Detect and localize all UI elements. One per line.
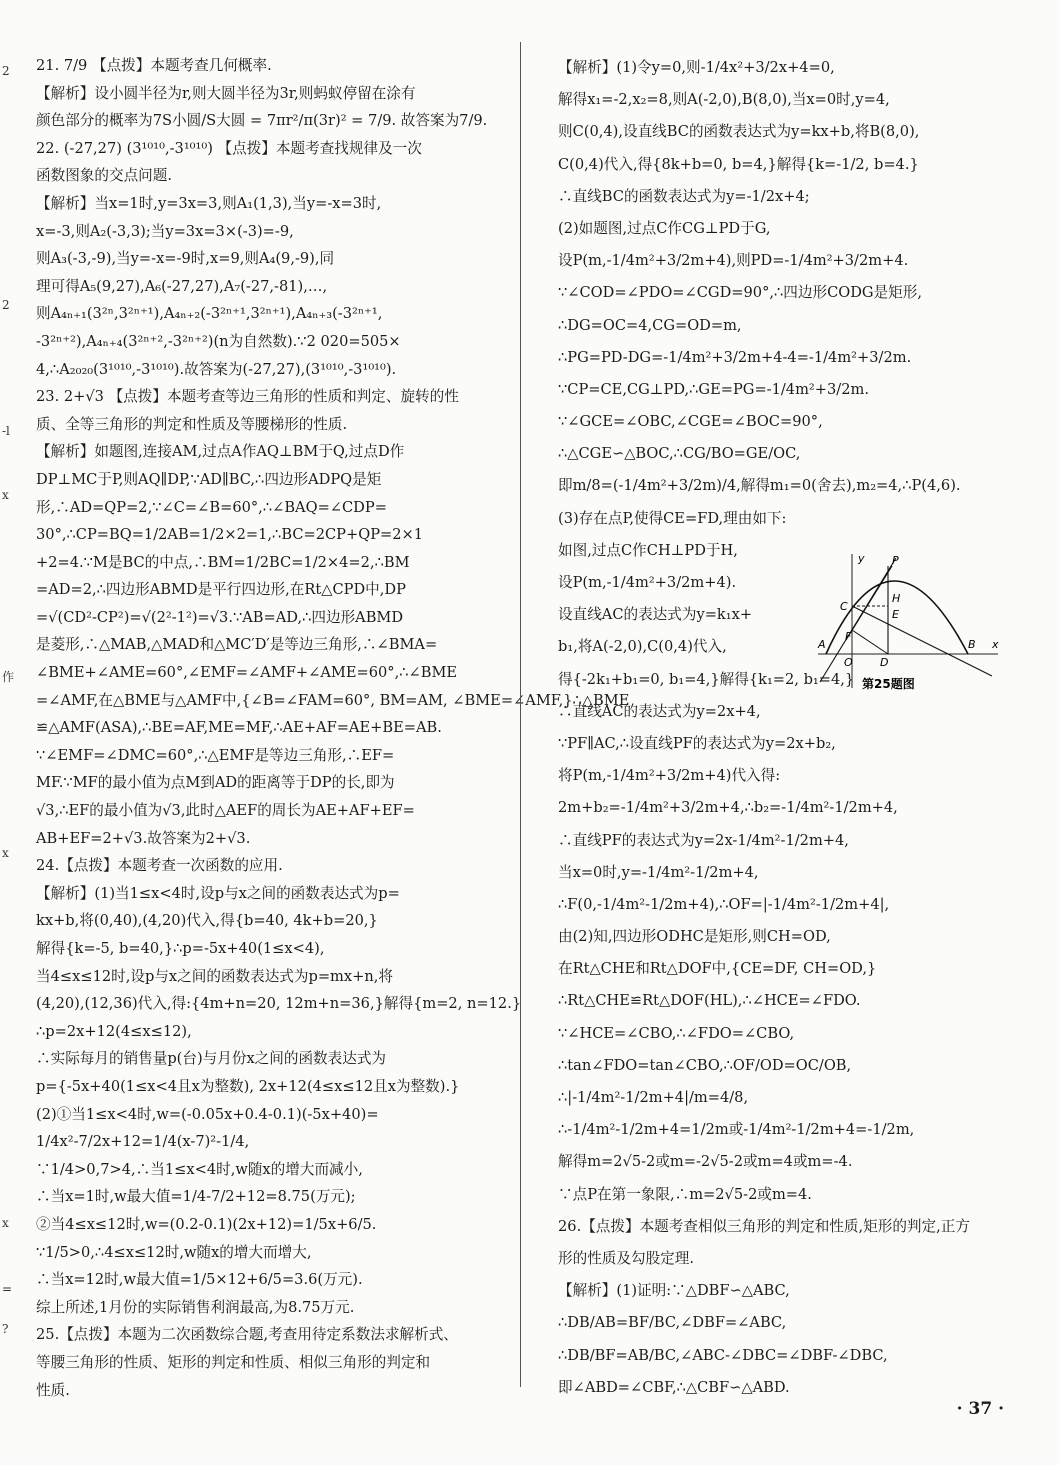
text-line: 理可得A₅(9,27),A₆(-27,27),A₇(-27,-81),…,	[36, 277, 328, 295]
text-line: 解得m=2√5-2或m=-2√5-2或m=4或m=-4.	[558, 1153, 853, 1171]
text-line: 性质.	[36, 1381, 70, 1399]
label-f: F	[845, 630, 852, 643]
text-line: 当x=0时,y=-1/4m²-1/2m+4,	[558, 863, 759, 881]
margin-mark: x	[2, 488, 9, 502]
line-fd	[852, 630, 888, 654]
margin-mark: x	[2, 1216, 9, 1230]
text-line: ∴当x=12时,w最大值=1/5×12+6/5=3.6(万元).	[36, 1271, 363, 1289]
text-line: 得{-2k₁+b₁=0, b₁=4,}解得{k₁=2, b₁=4,}	[558, 670, 855, 688]
label-c: C	[840, 600, 848, 613]
text-line: 2m+b₂=-1/4m²+3/2m+4,∴b₂=-1/4m²-1/2m+4,	[558, 799, 898, 817]
text-line: 则C(0,4),设直线BC的函数表达式为y=kx+b,将B(8,0),	[558, 123, 920, 141]
text-line: (2)①当1≤x<4时,w=(-0.05x+0.4-0.1)(-5x+40)=	[36, 1105, 379, 1123]
text-line: 则A₄ₙ₊₁(3²ⁿ,3²ⁿ⁺¹),A₄ₙ₊₂(-3²ⁿ⁺¹,3²ⁿ⁺¹),A₄ₙ₊₃(-3²ⁿ⁺¹,	[36, 305, 383, 323]
text-line: 22. (-27,27) (3¹⁰¹⁰,-3¹⁰¹⁰) 【点拨】本题考查找规律及一次	[36, 139, 422, 157]
text-line: 设P(m,-1/4m²+3/2m+4),则PD=-1/4m²+3/2m+4.	[558, 252, 909, 270]
text-line: 23. 2+√3 【点拨】本题考查等边三角形的性质和判定、旋转的性	[36, 388, 459, 406]
text-line: x=-3,则A₂(-3,3);当y=3x=3×(-3)=-9,	[36, 222, 294, 240]
text-line: =∠AMF,在△BME与△AMF中,{∠B=∠FAM=60°, BM=AM, ∠BME=∠AMF,}∴△BME	[36, 691, 630, 709]
text-line: ∴直线PF的表达式为y=2x-1/4m²-1/2m+4,	[558, 831, 849, 849]
margin-mark: 作	[2, 670, 15, 684]
text-line: p={-5x+40(1≤x<4且x为整数), 2x+12(4≤x≤12且x为整数).}	[36, 1077, 460, 1095]
text-line: 形,∴AD=QP=2,∵∠C=∠B=60°,∴∠BAQ=∠CDP=	[36, 498, 387, 516]
text-line: 设直线AC的表达式为y=k₁x+	[558, 606, 753, 624]
text-line: ∴实际每月的销售量p(台)与月份x之间的函数表达式为	[36, 1050, 387, 1068]
text-line: 形的性质及勾股定理.	[558, 1249, 694, 1267]
margin-mark: 2	[2, 64, 10, 78]
text-line: -3²ⁿ⁺²),A₄ₙ₊₄(3²ⁿ⁺²,-3²ⁿ⁺²)(n为自然数).∵2 020=505×	[36, 332, 401, 350]
text-line: ②当4≤x≤12时,w=(0.2-0.1)(2x+12)=1/5x+6/5.	[36, 1215, 377, 1233]
text-line: ∴DB/AB=BF/BC,∠DBF=∠ABC,	[558, 1314, 787, 1332]
label-y: y	[858, 552, 865, 565]
text-line: 【解析】当x=1时,y=3x=3,则A₁(1,3),当y=-x=3时,	[36, 194, 382, 212]
text-line: 由(2)知,四边形ODHC是矩形,则CH=OD,	[558, 928, 831, 946]
margin-mark: x	[2, 846, 9, 860]
figure-caption: 第25题图	[862, 677, 915, 691]
text-line: ∵1/5>0,∴4≤x≤12时,w随x的增大而增大,	[36, 1243, 312, 1261]
label-d: D	[880, 656, 889, 669]
text-line: 1/4x²-7/2x+12=1/4(x-7)²-1/4,	[36, 1133, 250, 1151]
text-line: ∴|-1/4m²-1/2m+4|/m=4/8,	[558, 1089, 749, 1106]
label-b: B	[968, 638, 976, 651]
text-line: ∴tan∠FDO=tan∠CBO,∴OF/OD=OC/OB,	[558, 1056, 852, 1074]
text-line: MF.∵MF的最小值为点M到AD的距离等于DP的长,即为	[36, 774, 395, 792]
label-a: A	[818, 638, 826, 651]
figure-25	[812, 548, 1008, 696]
text-line: 【解析】(1)令y=0,则-1/4x²+3/2x+4=0,	[558, 59, 835, 76]
text-line: (3)存在点P,使得CE=FD,理由如下:	[558, 509, 787, 527]
text-line: ∴PG=PD-DG=-1/4m²+3/2m+4-4=-1/4m²+3/2m.	[558, 348, 912, 366]
parabola-figure	[812, 548, 1008, 696]
text-line: 【解析】(1)证明:∵△DBF∽△ABC,	[558, 1282, 790, 1300]
text-line: ∵∠EMF=∠DMC=60°,∴△EMF是等边三角形,∴EF=	[36, 746, 395, 764]
text-line: 25.【点拨】本题为二次函数综合题,考查用待定系数法求解析式、	[36, 1326, 458, 1344]
margin-mark: -l	[2, 424, 10, 438]
text-line: ∠BME+∠AME=60°,∠EMF=∠AMF+∠AME=60°,∴∠BME	[36, 664, 458, 682]
text-line: (2)如题图,过点C作CG⊥PD于G,	[558, 219, 771, 237]
label-e: E	[892, 608, 899, 621]
text-line: 如图,过点C作CH⊥PD于H,	[558, 541, 738, 559]
text-line: ∴直线AC的表达式为y=2x+4,	[558, 702, 761, 720]
text-line: C(0,4)代入,得{8k+b=0, b=4,}解得{k=-1/2, b=4.}	[558, 155, 919, 173]
text-line: ∵∠COD=∠PDO=∠CGD=90°,∴四边形CODG是矩形,	[558, 284, 922, 302]
text-line: 解得x₁=-2,x₂=8,则A(-2,0),B(8,0),当x=0时,y=4,	[558, 91, 890, 109]
text-line: 4,∴A₂₀₂₀(3¹⁰¹⁰,-3¹⁰¹⁰).故答案为(-27,27),(3¹⁰¹⁰,-3¹⁰¹⁰).	[36, 360, 397, 378]
label-h: H	[892, 592, 901, 605]
text-line: 即∠ABD=∠CBF,∴△CBF∽△ABD.	[558, 1378, 790, 1396]
text-line: ∵1/4>0,7>4,∴当1≤x<4时,w随x的增大而减小,	[36, 1160, 363, 1178]
text-line: ∵∠GCE=∠OBC,∠CGE=∠BOC=90°,	[558, 413, 823, 431]
text-line: ∴DG=OC=4,CG=OD=m,	[558, 316, 742, 334]
text-line: ∴-1/4m²-1/2m+4=1/2m或-1/4m²-1/2m+4=-1/2m,	[558, 1121, 915, 1139]
text-line: 【解析】设小圆半径为r,则大圆半径为3r,则蚂蚁停留在涂有	[36, 84, 416, 102]
label-o: O	[844, 656, 853, 669]
text-line: ∵CP=CE,CG⊥PD,∴GE=PG=-1/4m²+3/2m.	[558, 380, 869, 398]
text-line: =√(CD²-CP²)=√(2²-1²)=√3.∵AB=AD,∴四边形ABMD	[36, 608, 404, 626]
text-line: 21. 7/9 【点拨】本题考查几何概率.	[36, 57, 272, 74]
text-line: ∴直线BC的函数表达式为y=-1/2x+4;	[558, 187, 810, 205]
text-line: AB+EF=2+√3.故答案为2+√3.	[36, 829, 251, 847]
text-line: 即m/8=(-1/4m²+3/2m)/4,解得m₁=0(舍去),m₂=4,∴P(4,6).	[558, 477, 961, 495]
text-line: √3,∴EF的最小值为√3,此时△AEF的周长为AE+AF+EF=	[36, 802, 415, 820]
text-line: kx+b,将(0,40),(4,20)代入,得{b=40, 4k+b=20,}	[36, 912, 378, 930]
text-line: =AD=2,∴四边形ABMD是平行四边形,在Rt△CPD中,DP	[36, 581, 406, 599]
text-line: ∵∠HCE=∠CBO,∴∠FDO=∠CBO,	[558, 1024, 795, 1042]
text-line: ∴Rt△CHE≌Rt△DOF(HL),∴∠HCE=∠FDO.	[558, 992, 861, 1010]
text-line: (4,20),(12,36)代入,得:{4m+n=20, 12m+n=36,}解得{m=2, n=12.}	[36, 995, 522, 1013]
line-pf	[846, 566, 892, 640]
page-number: · 37 ·	[956, 1399, 1004, 1419]
left-margin-marks	[0, 0, 14, 1465]
right-column	[558, 52, 1028, 1405]
text-line: 是菱形,∴△MAB,△MAD和△MC′D′是等边三角形,∴∠BMA=	[36, 636, 438, 654]
text-line: ∴p=2x+12(4≤x≤12),	[36, 1022, 192, 1040]
text-line: 24.【点拨】本题考查一次函数的应用.	[36, 857, 283, 875]
text-line: +2=4.∵M是BC的中点,∴BM=1/2BC=1/2×4=2,∴BM	[36, 553, 410, 571]
margin-mark: 2	[2, 298, 10, 312]
margin-mark: ?	[2, 1322, 9, 1336]
text-line: 解得{k=-5, b=40,}∴p=-5x+40(1≤x<4),	[36, 940, 325, 957]
text-line: ≌△AMF(ASA),∴BE=AF,ME=MF,∴AE+AF=AE+BE=AB.	[36, 719, 442, 737]
text-line: DP⊥MC于P,则AQ∥DP,∵AD∥BC,∴四边形ADPQ是矩	[36, 470, 382, 488]
text-line: ∴F(0,-1/4m²-1/2m+4),∴OF=|-1/4m²-1/2m+4|,	[558, 895, 890, 913]
text-line: 设P(m,-1/4m²+3/2m+4).	[558, 574, 737, 591]
text-line: 【解析】如题图,连接AM,过点A作AQ⊥BM于Q,过点D作	[36, 443, 405, 461]
text-line: 将P(m,-1/4m²+3/2m+4)代入得:	[558, 767, 781, 785]
text-line: 【解析】(1)当1≤x<4时,设p与x之间的函数表达式为p=	[36, 884, 400, 902]
label-p: P	[892, 554, 899, 567]
margin-mark: =	[2, 1282, 13, 1296]
label-x: x	[992, 638, 999, 651]
text-line: ∵PF∥AC,∴设直线PF的表达式为y=2x+b₂,	[558, 734, 836, 752]
text-line: 颜色部分的概率为7S小圆/S大圆 = 7πr²/π(3r)² = 7/9. 故答案为7/9.	[36, 112, 488, 130]
text-line: 综上所述,1月份的实际销售利润最高,为8.75万元.	[36, 1298, 355, 1316]
text-line: ∴当x=1时,w最大值=1/4-7/2+12=8.75(万元);	[36, 1188, 356, 1206]
text-line: 函数图象的交点问题.	[36, 167, 172, 185]
text-line: 质、全等三角形的判定和性质及等腰梯形的性质.	[36, 415, 348, 433]
text-line: b₁,将A(-2,0),C(0,4)代入,	[558, 638, 727, 656]
text-line: ∵点P在第一象限,∴m=2√5-2或m=4.	[558, 1185, 812, 1203]
text-line: 等腰三角形的性质、矩形的判定和性质、相似三角形的判定和	[36, 1353, 431, 1371]
text-line: 在Rt△CHE和Rt△DOF中,{CE=DF, CH=OD,}	[558, 960, 877, 978]
text-line: 当4≤x≤12时,设p与x之间的函数表达式为p=mx+n,将	[36, 967, 393, 985]
text-line: 26.【点拨】本题考查相似三角形的判定和性质,矩形的判定,正方	[558, 1217, 970, 1235]
text-line: ∴DB/BF=AB/BC,∠ABC-∠DBC=∠DBF-∠DBC,	[558, 1346, 888, 1364]
column-divider	[520, 42, 521, 1387]
text-line: 则A₃(-3,-9),当y=-x=-9时,x=9,则A₄(9,-9),同	[36, 250, 335, 268]
text-line: ∴△CGE∽△BOC,∴CG/BO=GE/OC,	[558, 445, 801, 463]
text-line: 30°,∴CP=BQ=1/2AB=1/2×2=1,∴BC=2CP+QP=2×1	[36, 526, 424, 544]
